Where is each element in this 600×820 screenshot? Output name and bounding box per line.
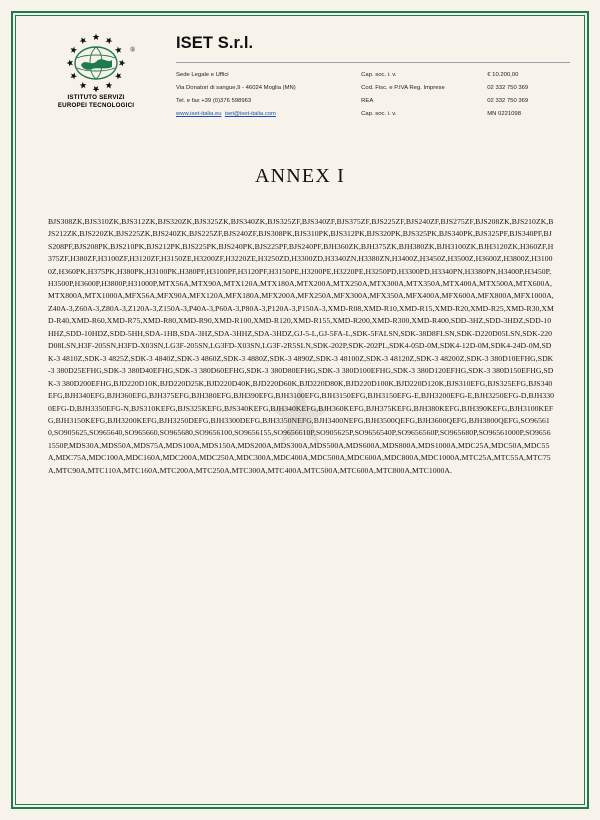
product-code-list: BJS308ZK,BJS310ZK,BJS312ZK,BJS320ZK,BJS325ZK,BJS340ZK,BJS325ZF,BJS340ZF,BJS375ZF,BJS225ZF,BJS240ZF,BJS275ZF,BJS208ZK,BJS210ZK,BJS212ZK,BJS220ZK,BJS225ZK,BJS240ZK,BJS225ZF,BJS240ZF,BJS308PK,BJS310PK,BJS312PK,BJS320PK,BJS325PK,BJS340PK,BJS325PF,BJS340PF,BJS208PF,BJS208PK,BJS210PK,BJS212PK,BJS225PK,BJS240PK,BJS225PF,BJS240PF,BJH360ZK,BJH375ZK,BJH380ZK,BJH3100ZK,BJH3120ZK,H360ZF,H375ZF,H380ZF,H3100ZF,H3120ZF,H3150ZE,H3200ZF,H3220ZE,H3250ZD,H3300ZD,H3340ZN,H3380ZN,H3400Z,H3450Z,H3500Z,H3600Z,H3800Z,H31000Z,H360PK,H375PK,H380PK,H3100PK,H380PF,H3100PF,H3120PF,H3150PE,H3200PE,H3220PE,H3250PD,H3300PD,H3340PN,H3380PN,H3400P,H3450P,H3500P,H3600P,H3800P,H31000P,MTX56A,MTX90A,MTX120A,MTX180A,MTX200A,MTX250A,MTX300A,MTX350A,MTX400A,MTX500A,MTX600A,MTX800A,MTX1000A,MFX56A,MFX90A,MFX120A,MFX180A,MFX200A,MFX250A,MFX300A,MFX350A,MFX400A,MFX600A,MFX800A,MFX1000A,Z40A-3,Z60A-3,Z80A-3,Z120A-3,Z150A-3,P40A-3,P60A-3,P80A-3,P120A-3,P150A-3,XMD-R08,XMD-R10,XMD-R15,XMD-R20,XMD-R25,XMD-R30,XMD-R40,XMD-R60,XMD-R75,XMD-R80,XMD-R90,XMD-R100,XMD-R120,XMD-R155,XMD-R200,XMD-R300,XMD-R400,SDD-3HZ,SDD-3HDZ,SDD-10HHZ,SDD-10HDZ,SDD-5HH,SDA-1HB,SDA-3HZ,SDA-3HHZ,SDA-3HDZ,GJ-5-L,GJ-5FA-L,SDK-5FALSN,SDK-38D8FLSN,SDK-D220D05LSN,SDK-220D08LSN,H3F-205SN,H3FD-X03SN,LG3F-205SN,LG3FD-X03SN,LG3F-2R5SLN,SDK-202P,SDK-202PL,SDK4-05D-0M,SDK4-12D-0M,SDK4-24D-0M,SDK-3 4810Z,SDK-3 4825Z,SDK-3 4840Z,SDK-3 4860Z,SDK-3 4880Z,SDK-3 4890Z,SDK-3 48100Z,SDK-3 48120Z,SDK-3 48200Z,SDK-3 380D10EFHG,SDK-3 380D25EFHG,SDK-3 380D40EFHG,SDK-3 380D60EFHG,SDK-3 380D80EFHG,SDK-3 380D100EFHG,SDK-3 380D120EFHG,SDK-3 380D150EFHG,SDK-3 380D200EFHG,BJD220D10K,BJD220D25K,BJD220D40K,BJD220D60K,BJD220D80K,BJD220D100K,BJD220D120K,BJS310EFG,BJS325EFG,BJS340EFG,BJH340EFG,BJH360EFG,BJH375EFG,BJH380EFG,BJH390EFG,BJH3100EFG,BJH3150EFG,BJH3150EFG-E,BJH3200EFG-E,BJH3250EFG-D,BJH3300EFG-D,BJH3350EFG-N,BJS310KEFG,BJS325KEFG,BJS340KEFG,BJH340KEFG,BJH360KEFG,BJH375KEFG,BJH380KEFG,BJH390KEFG,BJH3100KEFG,BJH3150KEFG,BJH3200KEFG,BJH3250DEFG,BJH3300DEFG,BJH3350NEFG,BJH3400NEFG,BJH3500QEFG,BJH3600QEFG,BJH3800QEFG,SO965610,SO905625,SO965640,SO965660,SO965680,SO9656100,SO9656155,SO9656610P,SO905625P,SO9656540P,SO9656560P,SO965680P,SO96561000P,SO96561550P,MDS30A,MDS50A,MDS75A,MDS100A,MDS150A,MDS200A,MDS300A,MDS500A,MDS600A,MDS800A,MDS1000A,MDC25A,MDC50A,MDC55A,MDC75A,MDC100A,MDC160A,MDC200A,MDC250A,MDC300A,MDC400A,MDC500A,MDC600A,MDC800A,MDC1000A,MTC25A,MTC55A,MTC75A,MTC90A,MTC110A,MTC160A,MTC200A,MTC250A,MTC300A,MTC400A,MTC500A,MTC600A,MTC800A,MTC1000A. (48, 216, 555, 475)
body-wrap (24, 216, 576, 478)
info-vat-label: Cod. Fisc. e P.IVA Reg. Imprese (361, 84, 445, 91)
letterhead-header (24, 24, 576, 121)
company-name: ISET S.r.l. (176, 34, 254, 52)
email-link[interactable]: iset@iset-italia.com (224, 111, 276, 118)
page-content (24, 24, 576, 796)
star-watermark-icon: ★ (263, 370, 337, 462)
info-vat-value: 02 332 750 369 (487, 84, 529, 91)
info-address-label: Sede Legale e Uffici (176, 71, 229, 78)
logo-block (30, 32, 162, 110)
company-block (162, 32, 570, 121)
institute-name-line1: ISTITUTO SERVIZI (67, 94, 125, 101)
svg-text:®: ® (130, 46, 136, 54)
info-web-email (176, 108, 361, 121)
institute-name-line2: EUROPEI TECNOLOGICI (57, 102, 135, 109)
info-rea-label: REA (361, 97, 374, 104)
info-capital-label: Cap. soc. i. v. (361, 71, 397, 78)
globe-stars-logo-icon (48, 34, 144, 92)
info-registry-value: MN 0221098 (487, 111, 521, 118)
company-info-grid (176, 68, 570, 121)
header-divider (176, 62, 570, 63)
info-row (176, 108, 570, 121)
info-row (176, 94, 570, 107)
info-rea-value: 02 332 750 369 (487, 97, 529, 104)
info-phone-value: Tel. e fax +39 (0)376 598963 (176, 97, 252, 104)
website-link[interactable]: www.iset-italia.eu (176, 111, 222, 118)
page-title: ANNEX I (254, 164, 346, 187)
info-row (176, 68, 570, 81)
info-address-value: Via Donatori di sangue,9 - 46024 Moglia (MN) (176, 84, 296, 91)
info-capital-value: € 10.200,00 (487, 71, 519, 78)
info-registry-label: Cap. soc. i. v. (361, 111, 397, 118)
info-row (176, 81, 570, 94)
